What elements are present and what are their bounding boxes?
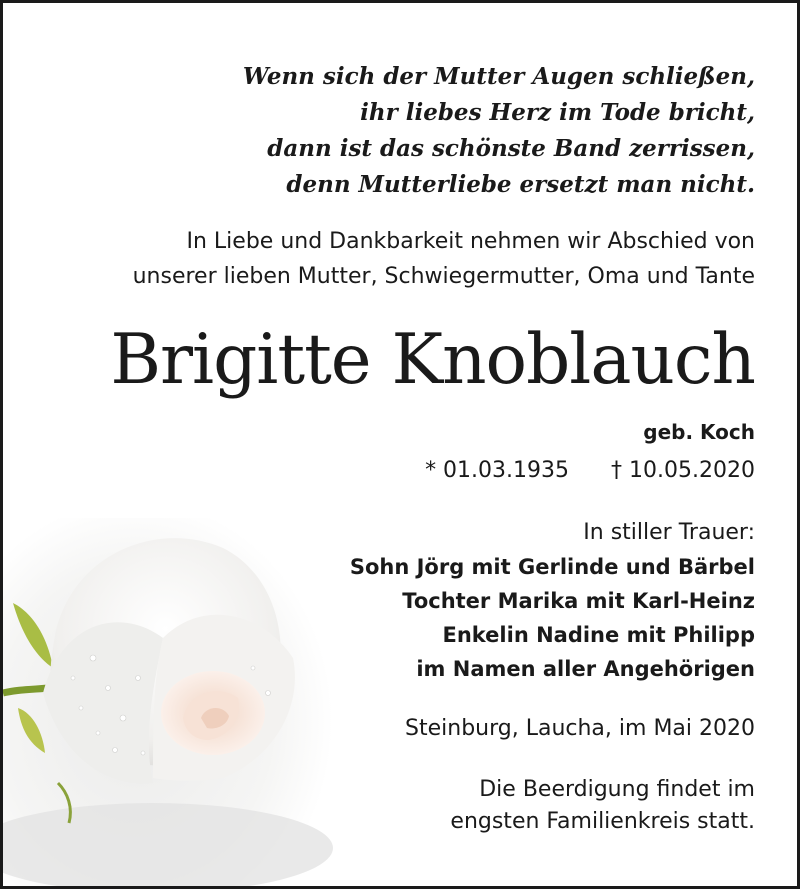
- mourner-line: im Namen aller Angehörigen: [416, 657, 755, 681]
- poem-line: Wenn sich der Mutter Augen schließen,: [242, 63, 755, 90]
- birth-name: geb. Koch: [643, 420, 755, 444]
- poem: [243, 59, 755, 203]
- poem-line: ihr liebes Herz im Tode bricht,: [360, 99, 755, 126]
- death-date: † 10.05.2020: [611, 458, 755, 483]
- life-dates: [425, 455, 755, 487]
- poem-line: denn Mutterliebe ersetzt man nicht.: [286, 171, 755, 198]
- intro-line: unserer lieben Mutter, Schwiegermutter, Oma und Tante: [132, 264, 755, 289]
- rose-image: [3, 518, 333, 888]
- funeral-line: engsten Familienkreis statt.: [450, 809, 755, 834]
- intro-line: In Liebe und Dankbarkeit nehmen wir Abschied von: [186, 229, 755, 254]
- place-date: Steinburg, Laucha, im Mai 2020: [405, 716, 755, 741]
- mourners-heading: In stiller Trauer:: [583, 520, 755, 545]
- funeral-line: Die Beerdigung findet im: [479, 777, 755, 802]
- mourner-line: Sohn Jörg mit Gerlinde und Bärbel: [349, 555, 755, 579]
- mourners-block: [350, 516, 755, 686]
- funeral-notice: [450, 774, 755, 838]
- poem-line: dann ist das schönste Band zerrissen,: [267, 135, 755, 162]
- mourner-line: Tochter Marika mit Karl-Heinz: [402, 589, 755, 613]
- mourner-line: Enkelin Nadine mit Philipp: [442, 623, 755, 647]
- deceased-name: Brigitte Knoblauch: [110, 320, 755, 400]
- birth-date: * 01.03.1935: [425, 458, 570, 483]
- farewell-intro: [133, 224, 755, 294]
